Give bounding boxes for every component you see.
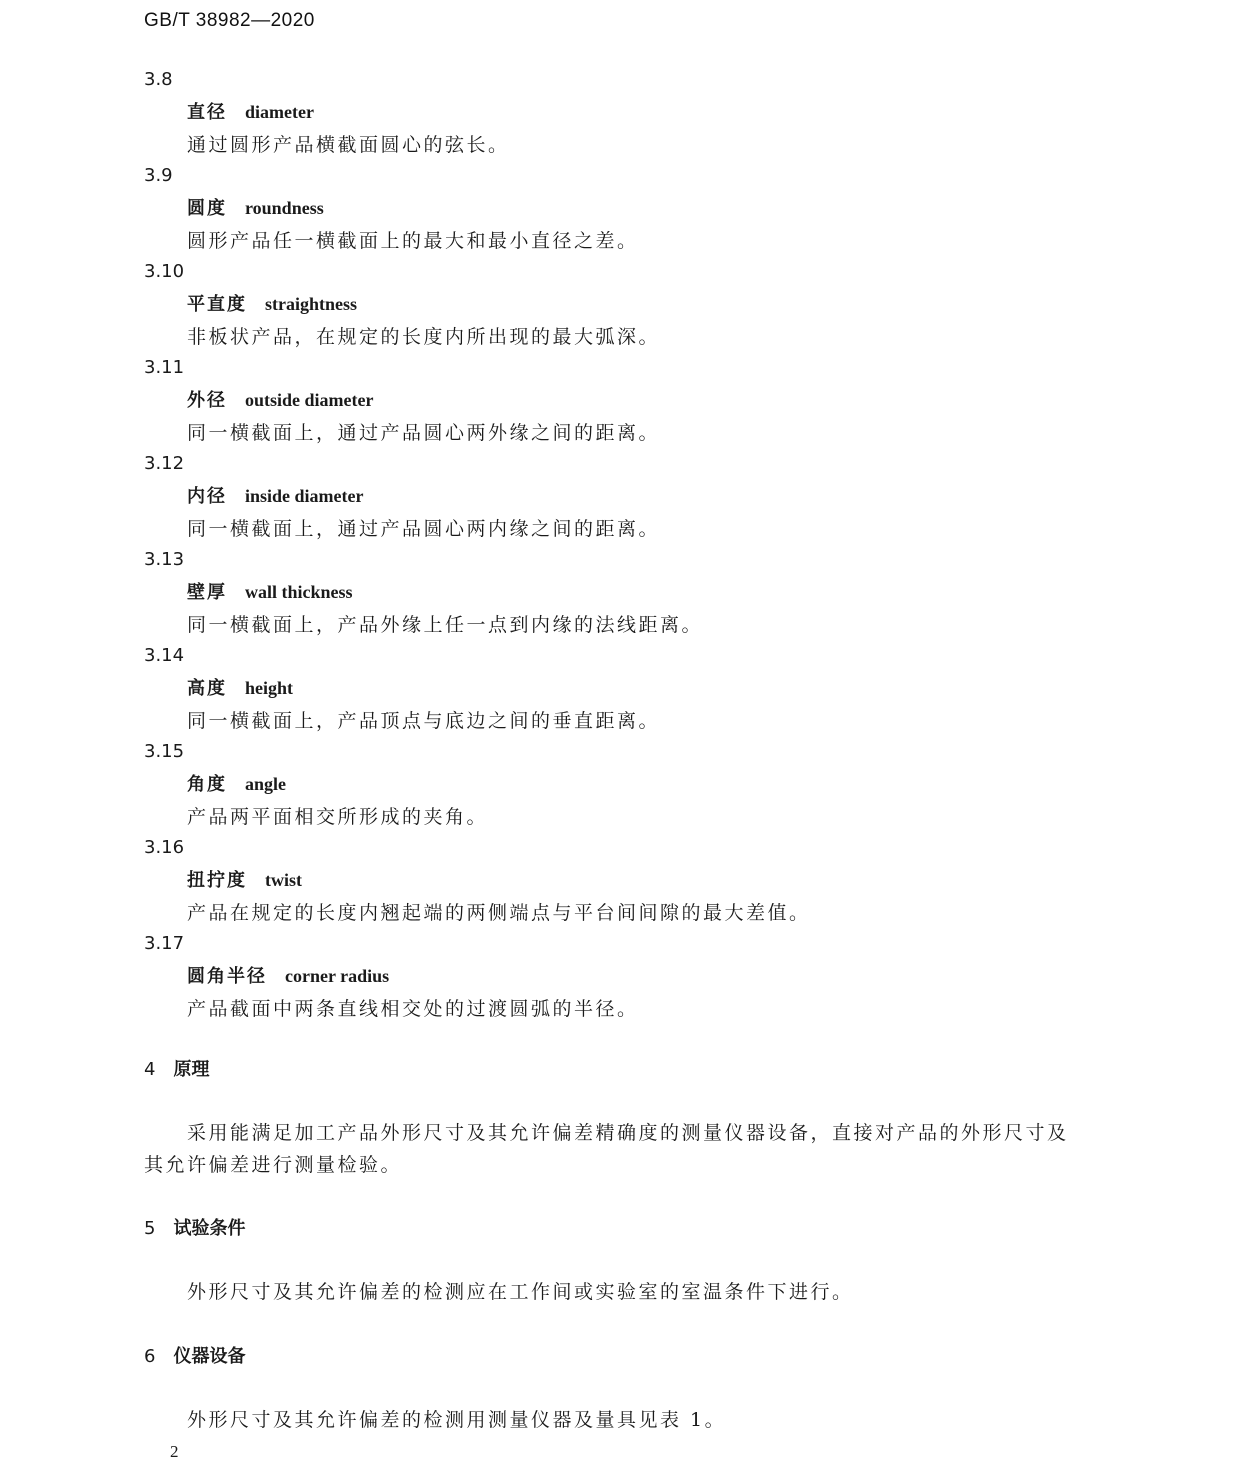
term-title: [187, 101, 314, 124]
term-title: [187, 581, 353, 604]
term-number: 3.10: [144, 261, 185, 282]
term-title-en: twist: [265, 870, 302, 890]
term-definition: 同一横截面上，通过产品圆心两外缘之间的距离。: [187, 422, 661, 444]
term-number: 3.11: [144, 357, 185, 378]
section-6-heading: [144, 1346, 245, 1368]
section-number: 4: [144, 1059, 156, 1080]
term-number: 3.9: [144, 165, 173, 186]
term-title-en: diameter: [245, 102, 314, 122]
term-title-zh: 内径: [187, 486, 227, 507]
term-definition: 同一横截面上，产品外缘上任一点到内缘的法线距离。: [187, 614, 704, 636]
term-title: [187, 485, 364, 508]
term-definition: 同一横截面上，通过产品圆心两内缘之间的距离。: [187, 518, 661, 540]
term-3-9: [0, 165, 1240, 261]
term-3-8: [0, 69, 1240, 165]
term-title: [187, 293, 357, 316]
term-3-17: [0, 933, 1240, 1029]
term-number: 3.15: [144, 741, 185, 762]
section-4-heading: [144, 1059, 209, 1081]
term-definition: 产品在规定的长度内翘起端的两侧端点与平台间间隙的最大差值。: [187, 902, 811, 924]
term-number: 3.14: [144, 645, 185, 666]
term-number: 3.13: [144, 549, 185, 570]
term-definition: 产品两平面相交所形成的夹角。: [187, 806, 489, 828]
term-title: [187, 197, 324, 220]
section-number: 5: [144, 1218, 156, 1239]
term-title-en: straightness: [265, 294, 358, 314]
term-title: [187, 773, 286, 796]
term-title-en: height: [245, 678, 294, 698]
term-title-zh: 扭拧度: [187, 870, 247, 891]
term-title-zh: 直径: [187, 102, 227, 123]
term-title-zh: 平直度: [187, 294, 247, 315]
section-number: 6: [144, 1346, 156, 1367]
term-definition: 产品截面中两条直线相交处的过渡圆弧的半径。: [187, 998, 639, 1020]
section-title: 仪器设备: [173, 1346, 246, 1367]
section-5-paragraph: 外形尺寸及其允许偏差的检测应在工作间或实验室的室温条件下进行。: [187, 1281, 854, 1303]
term-3-12: [0, 453, 1240, 549]
section-4-paragraph: 采用能满足加工产品外形尺寸及其允许偏差精确度的测量仪器设备，直接对产品的外形尺寸及其允许偏差进行测量检验。: [144, 1122, 1069, 1176]
section-5-heading: [144, 1218, 245, 1240]
term-title: [187, 389, 373, 412]
term-title: [187, 965, 389, 988]
term-3-15: [0, 741, 1240, 837]
term-number: 3.17: [144, 933, 185, 954]
term-title-zh: 外径: [187, 390, 227, 411]
term-definition: 非板状产品，在规定的长度内所出现的最大弧深。: [187, 326, 661, 348]
term-title-en: outside diameter: [245, 390, 374, 410]
term-3-14: [0, 645, 1240, 741]
term-3-13: [0, 549, 1240, 645]
term-title-zh: 壁厚: [187, 582, 227, 603]
standard-code-header: GB/T 38982—2020: [144, 10, 315, 31]
term-number: 3.8: [144, 69, 173, 90]
term-definition: 圆形产品任一横截面上的最大和最小直径之差。: [187, 230, 639, 252]
term-title-en: wall thickness: [245, 582, 353, 602]
page-number: 2: [170, 1442, 179, 1461]
term-3-11: [0, 357, 1240, 453]
term-title-en: inside diameter: [245, 486, 364, 506]
section-title: 试验条件: [173, 1218, 246, 1239]
section-title: 原理: [173, 1059, 210, 1080]
term-title-zh: 高度: [187, 678, 227, 699]
term-definition: 同一横截面上，产品顶点与底边之间的垂直距离。: [187, 710, 661, 732]
term-title-zh: 角度: [187, 774, 227, 795]
term-title-en: angle: [245, 774, 287, 794]
term-title-zh: 圆度: [187, 198, 227, 219]
term-number: 3.12: [144, 453, 185, 474]
section-6-paragraph: 外形尺寸及其允许偏差的检测用测量仪器及量具见表 1。: [187, 1409, 727, 1431]
term-title-zh: 圆角半径: [187, 966, 267, 987]
term-title-en: corner radius: [285, 966, 390, 986]
term-definition: 通过圆形产品横截面圆心的弦长。: [187, 134, 510, 156]
term-3-10: [0, 261, 1240, 357]
term-title: [187, 677, 293, 700]
term-3-16: [0, 837, 1240, 933]
term-number: 3.16: [144, 837, 185, 858]
term-title: [187, 869, 302, 892]
term-title-en: roundness: [245, 198, 324, 218]
